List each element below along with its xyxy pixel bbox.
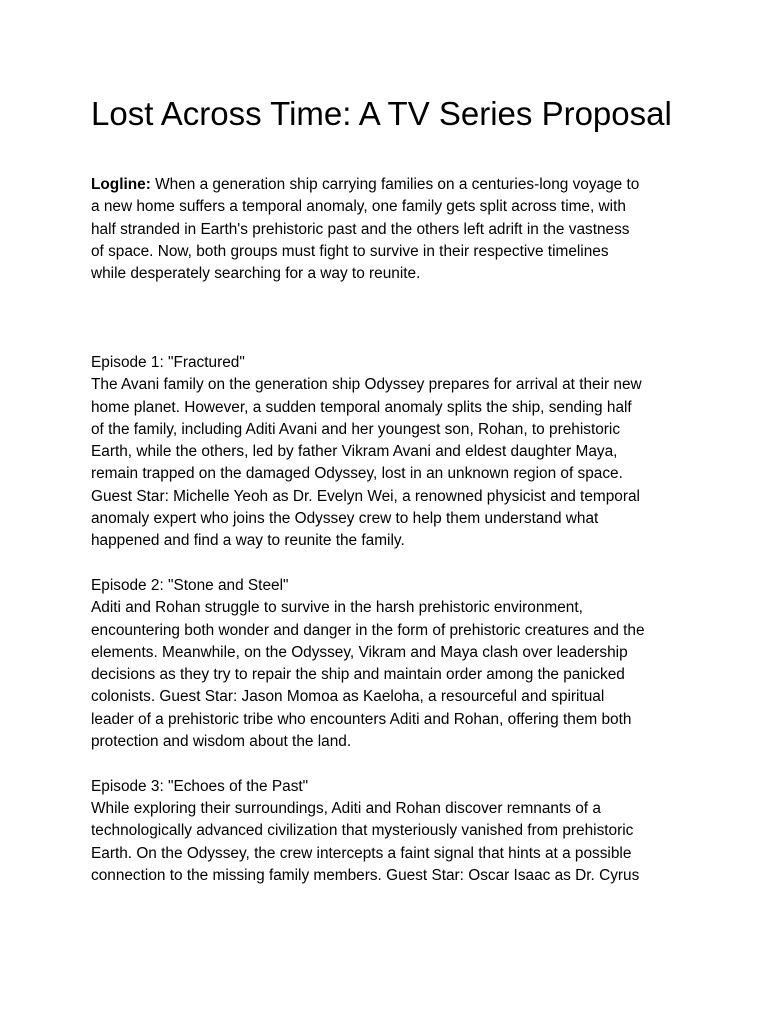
episode-section xyxy=(91,352,691,553)
episode-section xyxy=(91,575,691,753)
episode-heading: Episode 2: "Stone and Steel" xyxy=(91,576,289,594)
episode-heading: Episode 1: "Fractured" xyxy=(91,353,245,371)
episode-description: Aditi and Rohan struggle to survive in the harsh prehistoric environment, encountering both wonder and danger in the form of prehistoric creatures and the elements. Meanwhile, on the Odyssey, Vikram and Maya clash over leadership decisions as they try to repair the ship and maintain order among the panicked colonists. Guest Star: Jason Momoa as Kaeloha, a resourceful and spiritual leader of a prehistoric tribe who encounters Aditi and Rohan, offering them both protection and wisdom about the land. xyxy=(91,599,645,751)
logline-paragraph xyxy=(91,174,691,285)
document-page xyxy=(91,90,691,909)
episode-description: The Avani family on the generation ship Odyssey prepares for arrival at their new home planet. However, a sudden temporal anomaly splits the ship, sending half of the family, including Aditi Avani and her youngest son, Rohan, to prehistoric Earth, while the others, led by father Vikram Avani and eldest daughter Maya, remain trapped on the damaged Odyssey, lost in an unknown region of space. Guest Star: Michelle Yeoh as Dr. Evelyn Wei, a renowned physicist and temporal anomaly expert who joins the Odyssey crew to help them understand what happened and find a way to reunite the family. xyxy=(91,376,642,550)
episode-description: While exploring their surroundings, Aditi and Rohan discover remnants of a technologically advanced civilization that mysteriously vanished from prehistoric Earth. On the Odyssey, the crew intercepts a faint signal that hints at a possible connection to the missing family members. Guest Star: Oscar Isaac as Dr. Cyrus xyxy=(91,799,640,884)
document-title: Lost Across Time: A TV Series Proposal xyxy=(91,95,672,132)
episode-section xyxy=(91,776,691,887)
logline-label: Logline: xyxy=(91,176,151,193)
episode-heading: Episode 3: "Echoes of the Past" xyxy=(91,777,309,795)
logline-text: When a generation ship carrying families on a centuries-long voyage to a new home suffers a temporal anomaly, one family gets split across time, with half stranded in Earth's prehistoric past and the others left adrift in the vastness of space. Now, both groups must fight to survive in their respective timelines while desperately searching for a way to reunite. xyxy=(91,176,640,283)
